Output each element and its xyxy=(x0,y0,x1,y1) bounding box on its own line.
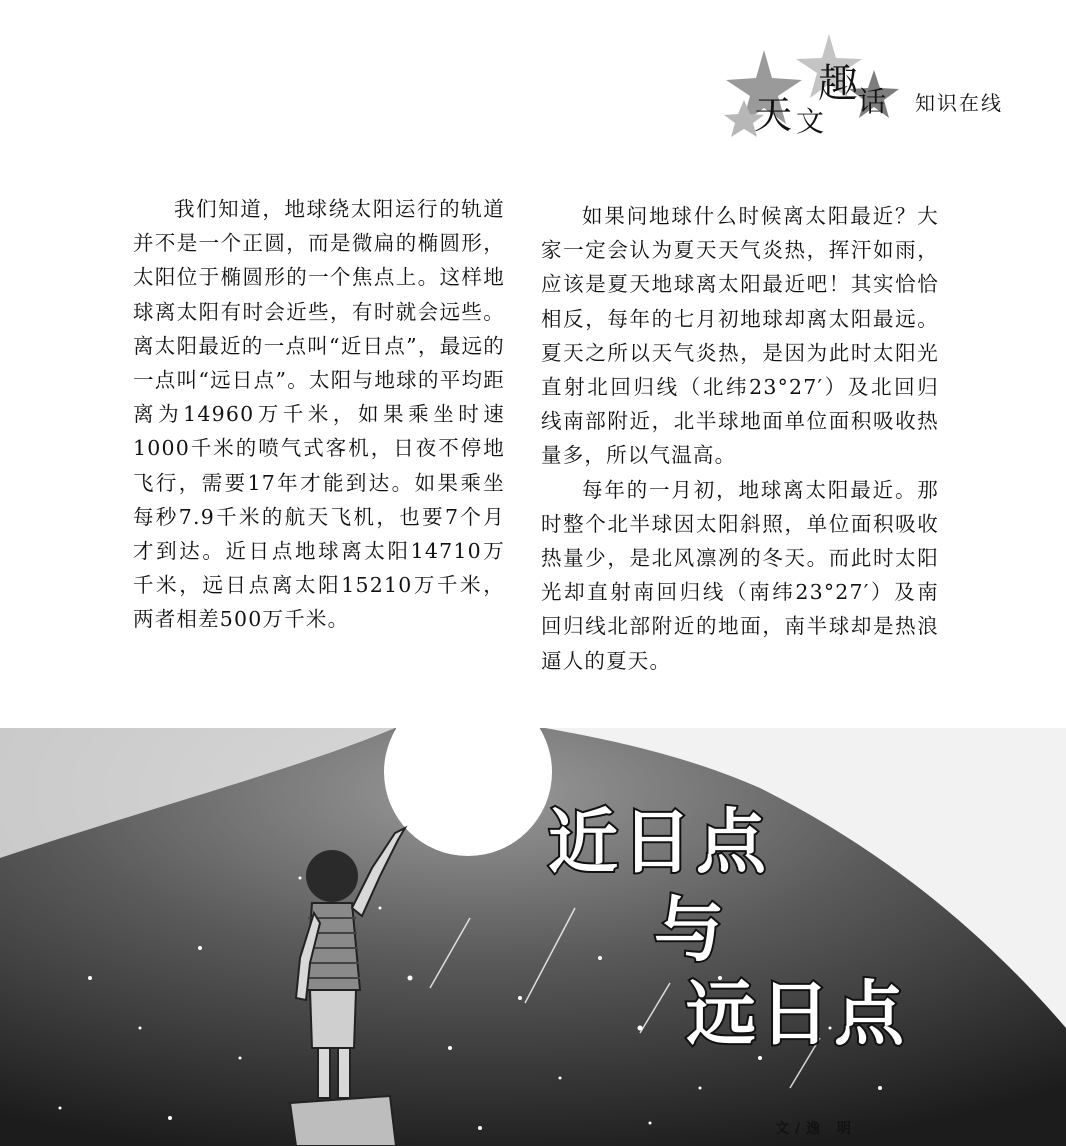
article-paragraph: 每年的一月初，地球离太阳最近。那时整个北半球因太阳斜照，单位面积吸收热量少，是北风凛冽的冬天。而此时太阳光却直射南回归线（南纬23°27′）及南回归线北部附近的地面，南半球却是热浪逼人的夏天。 xyxy=(541,477,939,673)
emblem-char-hua: 话 xyxy=(858,85,887,118)
illustration-title-line: 近日点 xyxy=(548,801,770,883)
column-emblem xyxy=(724,30,924,150)
section-tag: 知识在线 xyxy=(915,91,1003,115)
article-left-column xyxy=(133,192,505,637)
illustration-title-line: 与 xyxy=(654,889,728,971)
emblem-char-tian: 天 xyxy=(754,93,793,137)
article-right-column xyxy=(541,199,939,678)
emblem-char-wen: 文 xyxy=(796,105,825,138)
night-sky-illustration xyxy=(0,728,1066,1146)
night-sky-art xyxy=(0,728,1066,1146)
byline: 文/逸 明 xyxy=(775,1121,857,1137)
emblem-char-qu: 趣 xyxy=(818,61,858,107)
article-paragraph: 如果问地球什么时候离太阳最近？大家一定会认为夏天天气炎热，挥汗如雨，应该是夏天地球离太阳最近吧！其实恰恰相反，每年的七月初地球却离太阳最远。夏天之所以天气炎热，是因为此时太阳光直射北回归线（北纬23°27′）及北回归线南部附近，北半球地面单位面积吸收热量多，所以气温高。 xyxy=(541,204,939,468)
article-paragraph: 我们知道，地球绕太阳运行的轨道并不是一个正圆，而是微扁的椭圆形，太阳位于椭圆形的一个焦点上。这样地球离太阳有时会近些，有时就会远些。离太阳最近的一点叫“近日点”，最远的一点叫“远日点”。太阳与地球的平均距离为14960万千米，如果乘坐时速1000千米的喷气式客机，日夜不停地飞行，需要17年才能到达。如果乘坐每秒7.9千米的航天飞机，也要7个月才到达。近日点地球离太阳14710万千米，远日点离太阳15210万千米，两者相差500万千米。 xyxy=(133,197,505,632)
illustration-title-line: 远日点 xyxy=(686,973,908,1055)
